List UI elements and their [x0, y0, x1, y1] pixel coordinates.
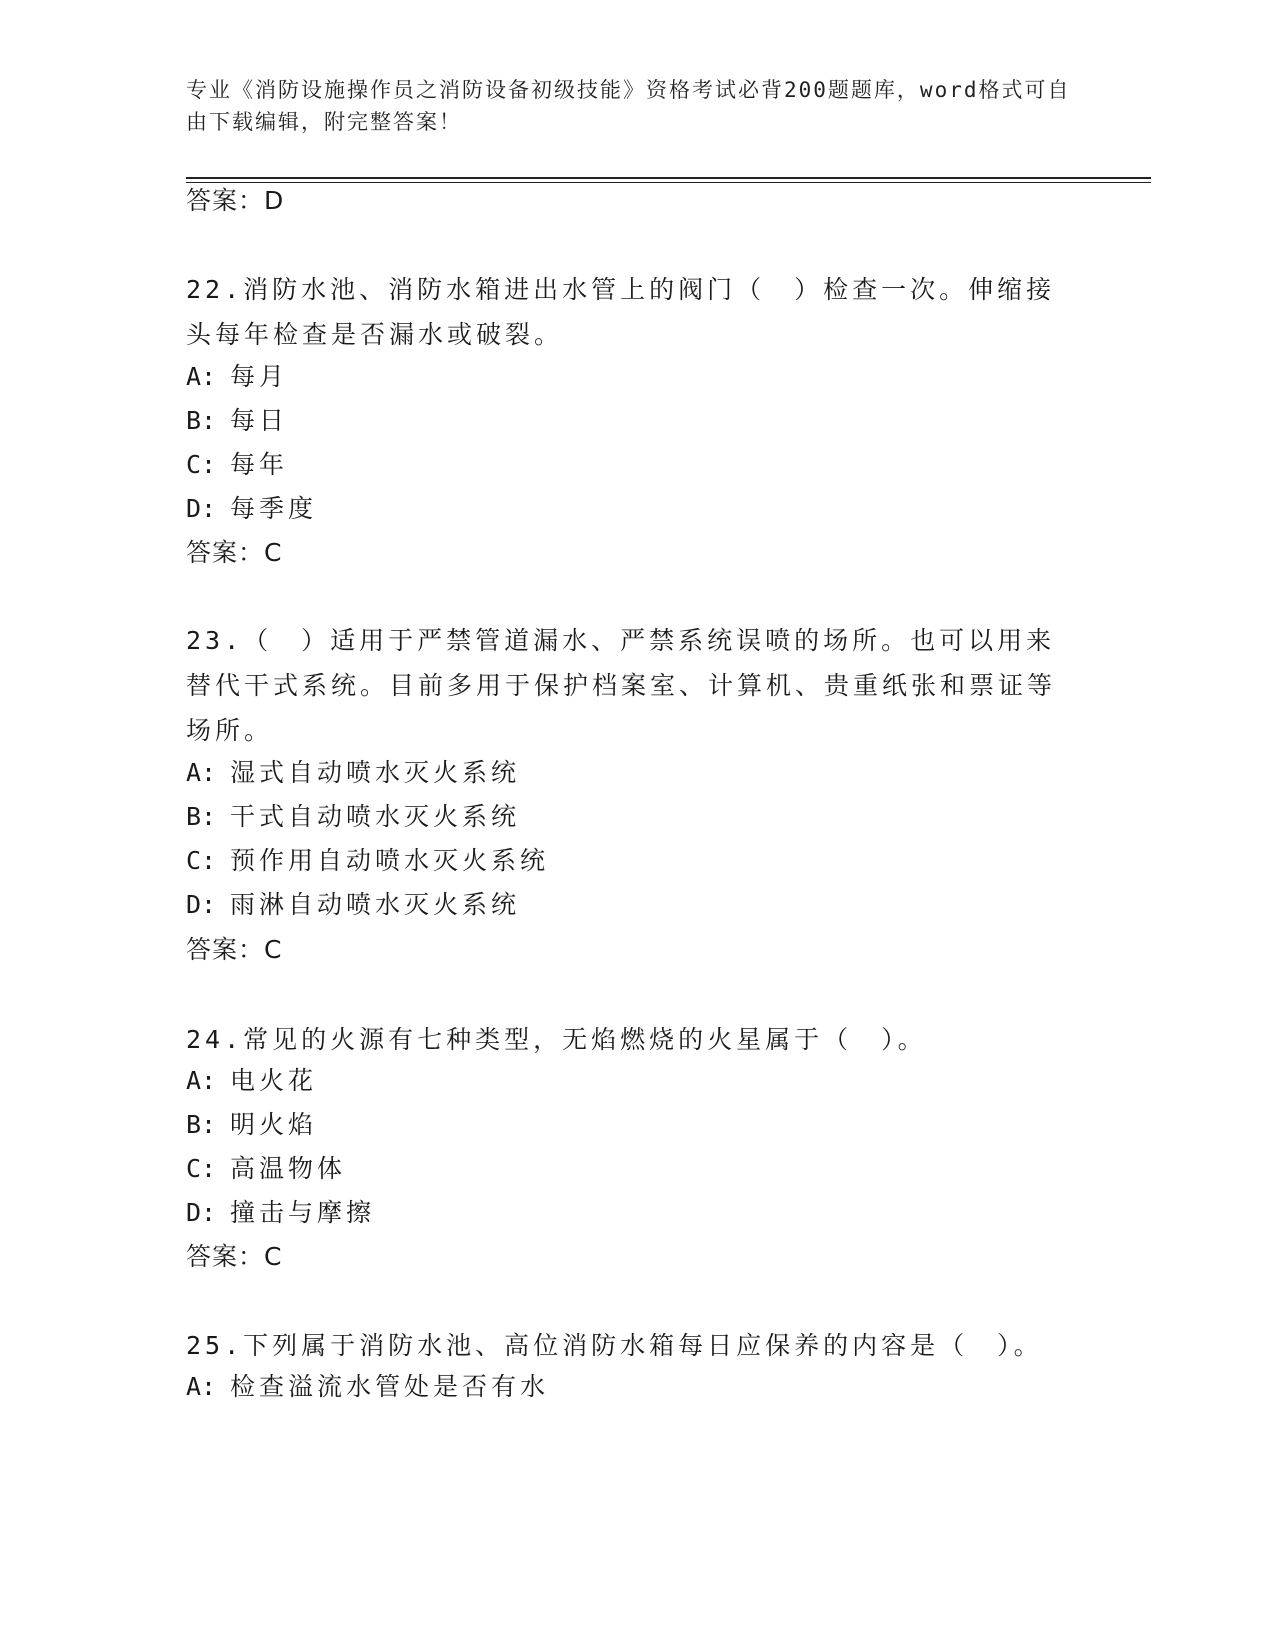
question-25-option-a [186, 1372, 549, 1402]
option-key: C: [186, 450, 217, 479]
option-text: 检查溢流水管处是否有水 [230, 1372, 550, 1401]
option-key: B: [186, 406, 217, 435]
option-text: 湿式自动喷水灭火系统 [230, 758, 521, 787]
answer-22: 答案：C [186, 538, 283, 567]
option-text: 雨淋自动喷水灭火系统 [230, 890, 521, 919]
option-text: 干式自动喷水灭火系统 [230, 802, 521, 831]
option-key: A: [186, 362, 217, 391]
question-22-option-b [186, 406, 288, 436]
answer-23: 答案：C [186, 935, 283, 964]
question-23-option-d [186, 890, 520, 920]
question-23-option-b [186, 802, 520, 832]
answer-24: 答案：C [186, 1242, 283, 1271]
option-text: 高温物体 [230, 1154, 347, 1183]
question-24-option-b [186, 1110, 317, 1140]
option-key: A: [186, 758, 217, 787]
question-23-text: 23.（ ）适用于严禁管道漏水、严禁系统误喷的场所。也可以用来替代干式系统。目前多用于保护档案室、计算机、贵重纸张和票证等场所。 [186, 626, 1057, 745]
header-divider [186, 177, 1151, 179]
option-key: D: [186, 1198, 217, 1227]
option-text: 预作用自动喷水灭火系统 [230, 846, 550, 875]
option-text: 明火焰 [230, 1110, 318, 1139]
answer-21: 答案：D [186, 186, 285, 215]
question-23-option-a [186, 758, 520, 788]
option-text: 每月 [230, 362, 289, 391]
option-key: A: [186, 1372, 217, 1401]
question-25-text: 25.下列属于消防水池、高位消防水箱每日应保养的内容是（ ）。 [186, 1331, 1043, 1360]
option-key: B: [186, 802, 217, 831]
option-text: 每年 [230, 450, 289, 479]
document-header: 专业《消防设施操作员之消防设备初级技能》资格考试必背200题题库，word格式可自由下载编辑，附完整答案！ [186, 78, 1071, 134]
option-text: 撞击与摩擦 [230, 1198, 376, 1227]
option-text: 每季度 [230, 494, 318, 523]
option-key: A: [186, 1066, 217, 1095]
question-22-option-c [186, 450, 288, 480]
question-24-option-a [186, 1066, 317, 1096]
option-key: D: [186, 890, 217, 919]
question-23-option-c [186, 846, 549, 876]
option-text: 电火花 [230, 1066, 318, 1095]
question-22-option-a [186, 362, 288, 392]
question-24-text: 24.常见的火源有七种类型，无焰燃烧的火星属于（ ）。 [186, 1025, 927, 1054]
option-key: B: [186, 1110, 217, 1139]
question-22-text: 22.消防水池、消防水箱进出水管上的阀门（ ）检查一次。伸缩接头每年检查是否漏水或破裂。 [186, 275, 1056, 349]
question-24-option-c [186, 1154, 346, 1184]
option-key: C: [186, 846, 217, 875]
question-24-option-d [186, 1198, 375, 1228]
option-text: 每日 [230, 406, 289, 435]
header-divider-thin [186, 182, 1151, 183]
option-key: D: [186, 494, 217, 523]
option-key: C: [186, 1154, 217, 1183]
question-22-option-d [186, 494, 317, 524]
